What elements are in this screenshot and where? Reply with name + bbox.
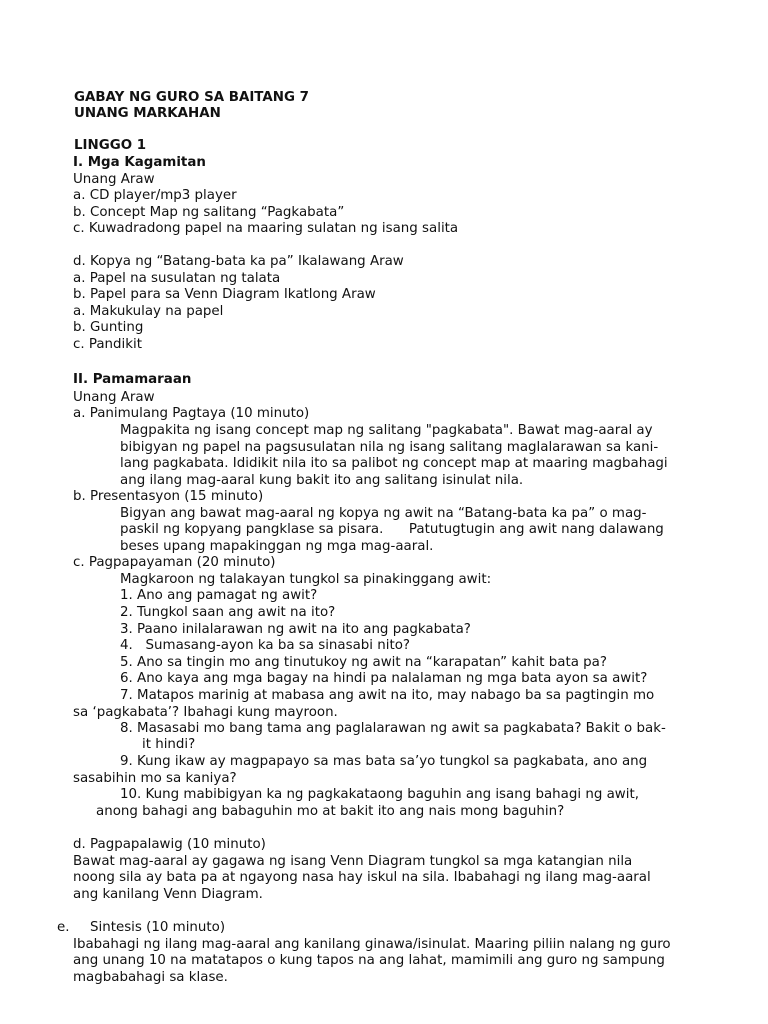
step-b-text: beses upang mapakinggan ng mga mag-aaral.	[120, 539, 434, 554]
question-item: 7. Matapos marinig at mabasa ang awit na ito, may nabago ba sa pagtingin mo	[120, 688, 655, 703]
materials-line: c. Pandikit	[73, 337, 142, 352]
step-d-label: d. Pagpapalawig (10 minuto)	[73, 837, 266, 852]
materials-line: a. CD player/mp3 player	[73, 188, 237, 203]
step-e-label: Sintesis (10 minuto)	[90, 920, 226, 935]
materials-line: b. Gunting	[73, 320, 144, 335]
question-item-continued: anong bahagi ang babaguhin mo at bakit ito ang nais mong baguhin?	[96, 804, 565, 819]
step-a-text: lang pagkabata. Ididikit nila ito sa palibot ng concept map at maaring magbahagi	[120, 456, 668, 471]
question-item: 3. Paano inilalarawan ng awit na ito ang pagkabata?	[120, 622, 471, 637]
materials-line: b. Concept Map ng salitang “Pagkabata”	[73, 205, 345, 220]
question-item-continued: it hindi?	[142, 737, 196, 752]
question-item: 6. Ano kaya ang mga bagay na hindi pa nalalaman ng mga bata ayon sa awit?	[120, 671, 648, 686]
step-b-label: b. Presentasyon (15 minuto)	[73, 489, 264, 504]
materials-line: b. Papel para sa Venn Diagram Ikatlong Araw	[73, 287, 376, 302]
step-e-marker: e.	[57, 920, 70, 935]
materials-line: Unang Araw	[73, 172, 155, 187]
question-item: 2. Tungkol saan ang awit na ito?	[120, 605, 336, 620]
materials-line: a. Makukulay na papel	[73, 304, 224, 319]
step-d-text: Bawat mag-aaral ay gagawa ng isang Venn Diagram tungkol sa mga katangian nila	[73, 854, 633, 869]
question-item: 5. Ano sa tingin mo ang tinutukoy ng awit na “karapatan” kahit bata pa?	[120, 655, 607, 670]
materials-line: d. Kopya ng “Batang-bata ka pa” Ikalawang Araw	[73, 254, 404, 269]
question-item: 1. Ano ang pamagat ng awit?	[120, 588, 318, 603]
question-item-continued: sasabihin mo sa kaniya?	[73, 771, 237, 786]
step-a-text: ang ilang mag-aaral kung bakit ito ang salitang isinulat nila.	[120, 473, 524, 488]
step-d-text: noong sila ay bata pa at ngayong nasa hay iskul na sila. Ibabahagi ng ilang mag-aaral	[73, 870, 651, 885]
section-heading-procedure: II. Pamamaraan	[73, 372, 192, 387]
materials-line: c. Kuwadradong papel na maaring sulatan ng isang salita	[73, 221, 459, 236]
materials-line: a. Papel na susulatan ng talata	[73, 271, 281, 286]
question-item: 8. Masasabi mo bang tama ang paglalarawan ng awit sa pagkabata? Bakit o bak-	[120, 721, 666, 736]
doc-subtitle: UNANG MARKAHAN	[74, 106, 221, 121]
step-d-text: ang kanilang Venn Diagram.	[73, 887, 263, 902]
section-heading-materials: I. Mga Kagamitan	[73, 155, 206, 170]
doc-title: GABAY NG GURO SA BAITANG 7	[74, 90, 309, 105]
step-e-text: Ibabahagi ng ilang mag-aaral ang kanilang ginawa/isinulat. Maaring piliin nalang ng guro	[73, 937, 671, 952]
question-item: 10. Kung mabibigyan ka ng pagkakataong baguhin ang isang bahagi ng awit,	[120, 787, 639, 802]
step-b-text: paskil ng kopyang pangklase sa pisara. Patutugtugin ang awit nang dalawang	[120, 522, 664, 537]
question-item: 9. Kung ikaw ay magpapayo sa mas bata sa’yo tungkol sa pagkabata, ano ang	[120, 754, 648, 769]
step-a-text: Magpakita ng isang concept map ng salitang "pagkabata". Bawat mag-aaral ay	[120, 423, 653, 438]
question-item-continued: sa ‘pagkabata’? Ibahagi kung mayroon.	[73, 705, 338, 720]
step-b-text: Bigyan ang bawat mag-aaral ng kopya ng awit na “Batang-bata ka pa” o mag-	[120, 506, 647, 521]
step-e-text: magbabahagi sa klase.	[73, 970, 228, 985]
step-c-label: c. Pagpapayaman (20 minuto)	[73, 555, 276, 570]
step-c-intro: Magkaroon ng talakayan tungkol sa pinakinggang awit:	[120, 572, 492, 587]
week-heading: LINGGO 1	[74, 138, 147, 153]
question-item: 4. Sumasang-ayon ka ba sa sinasabi nito?	[120, 638, 411, 653]
step-a-text: bibigyan ng papel na pagsusulatan nila ng isang salitang maglalarawan sa kani-	[120, 440, 659, 455]
day-label: Unang Araw	[73, 390, 155, 405]
step-e-text: ang unang 10 na matatapos o kung tapos na ang lahat, mamimili ang guro ng sampung	[73, 953, 665, 968]
step-a-label: a. Panimulang Pagtaya (10 minuto)	[73, 406, 310, 421]
